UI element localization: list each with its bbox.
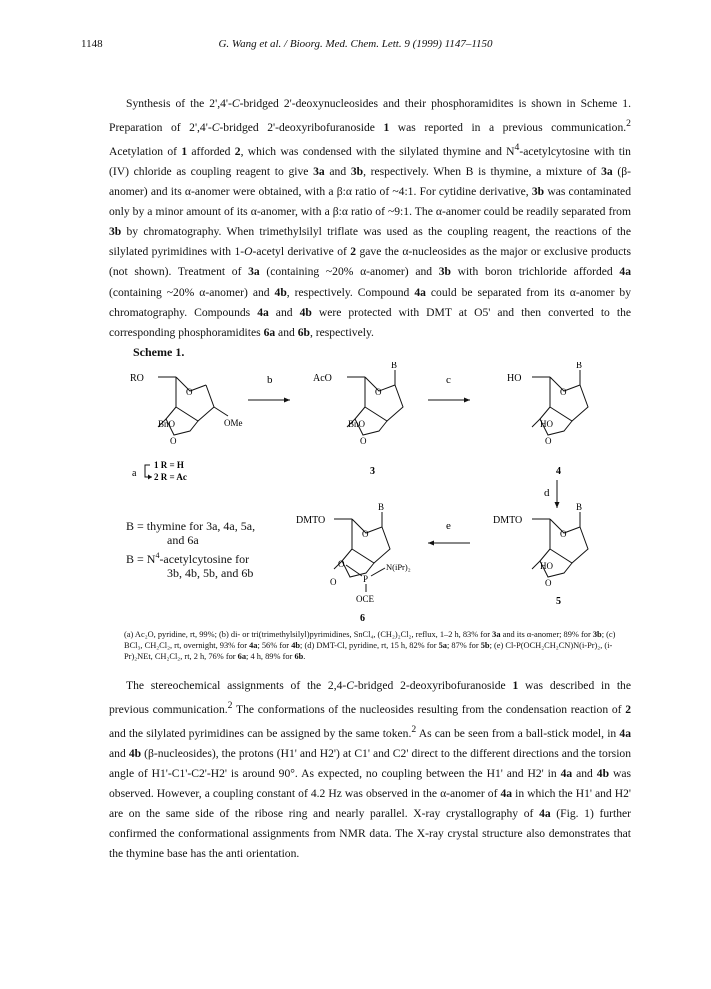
label-dmto-6: DMTO	[296, 515, 326, 526]
label-ro: RO	[130, 373, 144, 384]
scheme-diagram	[120, 362, 630, 622]
compound-number-4: 4	[556, 466, 561, 477]
compound-4-structure	[507, 362, 588, 477]
label-ring-o-3: O	[375, 387, 382, 397]
label-ring-o-1: O	[186, 387, 193, 397]
compound-r2-label: 2 R = Ac	[154, 472, 187, 482]
compound-number-5: 5	[556, 596, 561, 607]
label-bridge-o-5: O	[545, 578, 552, 588]
label-ring-o-5: O	[560, 529, 567, 539]
step-label-d: d	[544, 487, 550, 499]
paragraph-stereochemistry: The stereochemical assignments of the 2,4-C-bridged 2-deoxyribofuranoside 1 was described in the previous communication.$^2$ The conformations of the nucleosides resulting from the condensation reaction of 2 and the silylated pyrimidines can be assigned by the same token.$^2$ As can be seen from a ball-stick model, in 4a and 4b (β-nucleosides), the protons (H1' and H2') at C1' and C2' direct to the different directions and the torsion angle of H1'-C1'-C2'-H2' is around 90°. As expected, no coupling between the H1' and H2' in 4a and 4b was observed. However, a coupling constant of 4.2 Hz was observed in the α-anomer of 4a in which the H1' and H2' are on the same side of the ribose ring and nearly parallel. X-ray crystallography of 4a (Fig. 1) further confirmed the conformational assignments from NMR data. The X-ray crystal structure also demonstrates that the thymine base has the anti orientation.	[109, 679, 632, 861]
scheme-caption: (a) Ac₂O, pyridine, rt, 99%; (b) di- or tri(trimethylsilyl)pyrimidines, SnCl₄, (CH₂)₂Cl₂, reflux, 1–2 h, 83% for 3a and its α-anomer; 89% for 3b; (c) BCl₃, CH₂Cl₂, rt, overnight, 93% for 4a; 56% for 4b; (d) DMT-Cl, pyridine, rt, 15 h, 82% for 5a; 87% for 5b; (e) Cl-P(OCH₂CH₂CN)N(i-Pr)₂, (i-Pr)₂NEt, CH₂Cl₂, rt, 2 h, 76% for 6a; 4 h, 89% for 6b.	[124, 630, 616, 661]
label-dmto-5: DMTO	[493, 515, 523, 526]
label-bridge-o-1: O	[170, 436, 177, 446]
scheme-title: Scheme 1.	[133, 345, 185, 359]
compound-number-3: 3	[370, 466, 375, 477]
label-bno-1: BnO	[158, 419, 176, 429]
compound-3-structure	[313, 362, 403, 477]
b-note-thymine: B = thymine for 3a, 4a, 5a, and 6a	[126, 519, 256, 547]
compound-5-structure	[493, 502, 588, 607]
label-p-6: P	[363, 574, 369, 584]
label-ho-ring-4: HO	[540, 419, 553, 429]
label-aco: AcO	[313, 373, 332, 384]
scheme-svg	[120, 362, 630, 622]
page-number: 1148	[81, 38, 103, 50]
running-header: G. Wang et al. / Bioorg. Med. Chem. Lett. 9 (1999) 1147–1150	[218, 38, 493, 50]
label-bno-3: BnO	[348, 419, 366, 429]
label-o-p-6: O	[338, 559, 345, 569]
label-ho-4: HO	[507, 373, 522, 384]
paragraph-synthesis: Synthesis of the 2',4'-C-bridged 2'-deoxynucleosides and their phosphoramidites is shown in Scheme 1. Preparation of 2',4'-C-bridged 2'-deoxyribofuranoside 1 was reported in a previous communication.$^2$ Acetylation of 1 afforded 2, which was condensed with the silylated thymine and $N^4$-acetylcytosine with tin (IV) chloride as coupling reagent to give 3a and 3b, respectively. When B is thymine, a mixture of 3a (β-anomer) and its α-anomer were obtained, with a β:α ratio of ~4:1. For cytidine derivative, 3b was contaminated only by a minor amount of its α-anomer, with a β:α ratio of ~9:1. The α-anomer could be readily separated from 3b by chromatography. When trimethylsilyl triflate was used as the coupling reagent, the reactions of the silylated pyrimidines with 1-O-acetyl derivative of 2 gave the α-nucleosides as the major or exclusive products (not shown). Treatment of 3a (containing ~20% α-anomer) and 3b with boron trichloride afforded 4a (containing ~20% α-anomer) and 4b, respectively. Compound 4a could be separated from its α-anomer by chromatography. Compounds 4a and 4b were protected with DMT at O5' and then converted to the corresponding phosphoramidites 6a and 6b, respectively.	[109, 97, 632, 339]
label-nipr-6: N(iPr)₂	[386, 562, 411, 572]
b-note-cytosine: $B = N^4$-acetylcytosine for 3b, 4b, 5b, and 6b	[126, 551, 254, 580]
label-ho-ring-5: HO	[540, 561, 553, 571]
step-label-b: b	[267, 374, 273, 386]
label-b-3: B	[391, 362, 398, 370]
compound-number-6: 6	[360, 613, 365, 622]
label-b-4: B	[576, 362, 583, 370]
compound-r1-label: 1 R = H	[154, 460, 184, 470]
label-bridge-o-3: O	[360, 436, 367, 446]
compound-1-structure	[130, 373, 243, 446]
compound-6-structure	[296, 502, 411, 622]
label-b-5: B	[576, 502, 583, 512]
label-b-6: B	[378, 502, 385, 512]
step-label-a: a	[132, 468, 137, 479]
label-ome: OMe	[224, 418, 243, 428]
step-label-c: c	[446, 374, 451, 386]
label-oce-6: OCE	[356, 594, 374, 604]
step-label-e: e	[446, 520, 451, 532]
label-ring-o-6: O	[362, 529, 369, 539]
label-bridge-o-4: O	[545, 436, 552, 446]
label-bridge-o-6: O	[330, 577, 337, 587]
label-ring-o-4: O	[560, 387, 567, 397]
